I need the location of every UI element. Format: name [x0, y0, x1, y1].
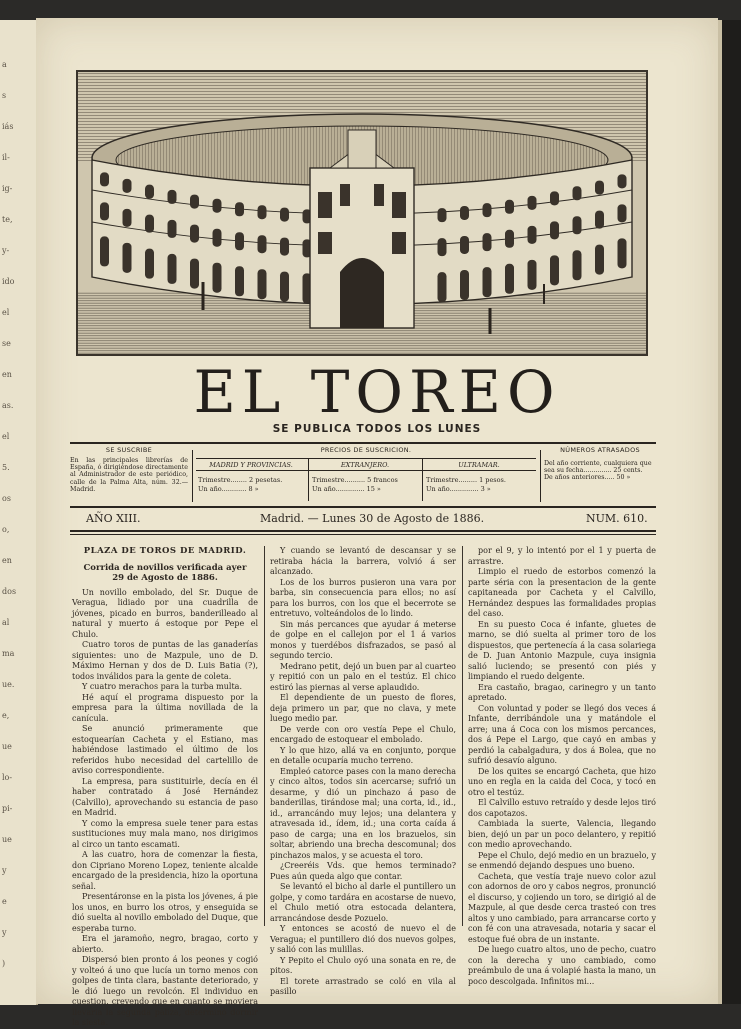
arch-window [618, 204, 627, 222]
article-column-1 [72, 546, 258, 1027]
atrasados-column [544, 446, 656, 482]
article-paragraph: A las cuatro, hora de comenzar la fiesta, don Cipriano Moreno Lopez, teniente alcalde encargado de la presidencia, hizo la oportuna señal. [72, 850, 258, 891]
article-paragraph: Limpio el ruedo de estorbos comenzó la parte séria con la presentacion de la gente capitaneada por Cacheta y el Calvillo, Hernández despues las formalidades propias del caso. [468, 567, 656, 618]
arch-window [460, 236, 469, 254]
facing-page-fragment: il- [2, 153, 10, 162]
divider [192, 450, 193, 502]
subscription-box [70, 446, 656, 504]
article-subtitle-date: 29 de Agosto de 1886. [112, 573, 218, 583]
year-label: AÑO XIII. [86, 512, 141, 525]
facing-page-fragment: o, [2, 525, 10, 534]
arch-window [528, 226, 537, 244]
facing-page-fragment: y [2, 866, 7, 875]
article-paragraph: Era el jaramoño, negro, bragao, corto y abierto. [72, 934, 258, 954]
book-edge [718, 20, 741, 1004]
arch-window [505, 264, 514, 294]
facing-page-fragment: en [2, 370, 12, 379]
facing-page-fragment: os [2, 494, 11, 503]
article-paragraph: El Calvillo estuvo retraído y desde lejos tiró dos capotazos. [468, 798, 656, 818]
bullring-illustration [78, 72, 646, 354]
arch-window [280, 272, 289, 302]
atrasados-heading: NÚMEROS ATRASADOS [560, 446, 640, 454]
issue-number: NUM. 610. [586, 512, 648, 525]
arch-window [123, 209, 132, 227]
arch-window [258, 269, 267, 299]
article-paragraph: Y Pepito el Chulo oyó una sonata en re, de pitos. [270, 955, 456, 975]
facing-page-fragment: as. [2, 401, 14, 410]
madrid-heading: MADRID Y PROVINCIAS. [209, 461, 293, 469]
arch-window [460, 270, 469, 300]
facing-page-fragment: ma [2, 649, 15, 658]
arch-window [438, 272, 447, 302]
facing-page-fragment: y [2, 928, 7, 937]
atrasados-anteriores: De años anteriores..... 50 » [544, 474, 631, 482]
column-divider [462, 546, 463, 926]
arch-window [438, 238, 447, 256]
article-paragraph: El torete arrastrado se coló en vila al pasillo [270, 976, 456, 996]
arch-window [235, 202, 244, 216]
facing-page-fragment: pi- [2, 804, 13, 813]
divider [70, 442, 656, 444]
arch-window [100, 172, 109, 186]
arch-window [550, 191, 559, 205]
column-divider [264, 546, 265, 926]
arch-window [258, 235, 267, 253]
article-paragraph: Y cuatro merachos para la turba multa. [82, 682, 242, 691]
arch-window [145, 215, 154, 233]
ultramar-trimestre: Trimestre......... 1 pesos. [426, 476, 506, 484]
facing-page-fragment: ue. [2, 680, 15, 689]
facing-page-fragment: ue [2, 742, 12, 751]
arch-window [190, 225, 199, 243]
article-paragraph: Empleó catorce pases con la mano derecha y cinco altos, todos sin acercarse; sufrió un desarme, y dió un pinchazo á paso de banderillas, tirándose mal; una corta, id., id., id., arrancándo muy lejos; una delantera y atravesada id., ídem, id.; una corta caída á paso de carga; una en los brazuelos, sin soltar, abriendo una brecha descomunal; dos pinchazos malos, y se acuesta el toro. [270, 766, 456, 860]
suscribe-heading: SE SUSCRIBE [105, 446, 153, 454]
arch-window [618, 174, 627, 188]
article-paragraph: De verde con oro vestía Pepe el Chulo, encargado de estoquear el embolado. [270, 724, 456, 744]
arch-window [595, 181, 604, 195]
arch-window [505, 230, 514, 248]
article-paragraph: Pepe el Chulo, dejó medio en un brazuelo, y se enmendó dejando despues uno bueno. [468, 850, 657, 870]
article-paragraph: Y entonces se acostó de nuevo el de Veragua; el puntillero dió dos nuevos golpes, y salió con las mulillas. [270, 924, 456, 954]
arch-window [235, 266, 244, 296]
bullring-engraving [76, 70, 648, 356]
article-paragraph: De luego cuatro altos, uno de pecho, cuatro con la derecha y uno cambiado, como preámbulo de una á volapié hasta la mano, un poco descolgada. Infinitos mi... [468, 945, 656, 986]
suscribe-column [70, 446, 188, 493]
arch-window [190, 259, 199, 289]
divider [70, 534, 656, 535]
article-subtitle: Corrida de novillos verificada ayer [83, 562, 247, 573]
article-paragraph: Y lo que hizo, allá va en conjunto, porque en detalle ocuparía mucho terreno. [270, 745, 456, 765]
facing-page-fragment: lo- [2, 773, 13, 782]
article-paragraph: Un novillo embolado, del Sr. Duque de Veragua, lidiado por una cuadrilla de jóvenes, picado en burros, banderilleado al natural y muerto á estoque por Pepe el Chulo. [72, 587, 258, 639]
article-paragraph: Se levantó el bicho al darle el puntillero un golpe, y como tardára en acostarse de nuevo, el Chulo metió otra estocada delantera, arrancándose desde Pozuelo. [270, 882, 456, 923]
divider [422, 459, 423, 501]
article-title: PLAZA DE TOROS DE MADRID. [83, 546, 247, 556]
madrid-ano: Un año............ 8 » [198, 485, 259, 493]
facing-page-fragment: al [2, 618, 10, 627]
madrid-trimestre: Trimestre........ 2 pesetas. [198, 476, 283, 484]
divider [308, 459, 309, 501]
facing-page-fragment: dos [2, 587, 17, 596]
arch-window [483, 203, 492, 217]
article-paragraph: El dependiente de un puesto de flores, deja primero un par, que no clava, y mete luego medio par. [270, 693, 456, 723]
article-paragraph: La empresa, para sustituirle, decía en él haber contratado á José Hernández (Calvillo), aprovechando su estancia de paso en Madrid. [72, 776, 258, 817]
facing-page-fragment: el [2, 432, 10, 441]
divider [70, 506, 656, 508]
arch-window [123, 179, 132, 193]
facing-page-fragment: e, [2, 711, 10, 720]
facing-page-fragment: ue [2, 835, 12, 844]
article-paragraph: por el 9, y lo intentó por el 1 y puerta de arrastre. [468, 546, 656, 566]
arch-window [573, 216, 582, 234]
arch-window [280, 238, 289, 256]
article-paragraph: Hé aquí el programa dispuesto por la empresa para la última novillada de la canícula. [72, 692, 258, 723]
arch-window [505, 200, 514, 214]
article-paragraph: Con voluntad y poder se llegó dos veces á Infante, derribándole una y matándole el arre; una á Coca con los mismos percances, dos á Pepe el Largo, que cayó en ambas y perdió la cabalgadura, y dos á Bolea, que no sufrió desavío alguno. [468, 703, 656, 765]
facing-page-fragment: ido [2, 277, 15, 286]
divider [196, 458, 536, 459]
arch-window [213, 199, 222, 213]
article-column-2 [270, 546, 456, 996]
article-paragraph: Los de los burros pusieron una vara por barba, sin consecuencia para ellos; no así para los burros, con los que el becerrote se entretuvo, volteándolos de lo lindo. [270, 577, 456, 618]
arch-window [213, 263, 222, 293]
facing-page-fragment: iás [2, 122, 14, 131]
extranjero-ano: Un año.............. 15 » [312, 485, 381, 493]
article-column-3 [468, 546, 657, 986]
facing-page-fragment: el [2, 308, 10, 317]
facing-page-fragment: s [2, 91, 7, 100]
arch-window [550, 221, 559, 239]
masthead-title: EL TOREO [193, 358, 561, 426]
facing-page-fragment: se [2, 339, 11, 348]
masthead-subtitle: SE PUBLICA TODOS LOS LUNES [272, 423, 482, 435]
arch-window [595, 245, 604, 275]
facing-page-fragment: te, [2, 215, 13, 224]
date-label: Madrid. — Lunes 30 de Agosto de 1886. [260, 512, 485, 525]
arch-window [145, 249, 154, 279]
arch-window [438, 208, 447, 222]
arch-window [573, 250, 582, 280]
arch-window [573, 186, 582, 200]
arch-window [280, 208, 289, 222]
arch-window [213, 229, 222, 247]
article-paragraph: Cacheta, que vestía traje nuevo color azul con adornos de oro y cabos negros, pronunció el discurso, y cojiendo un toro, se dirigió al de Mazpule, al que desde cerca trasteó con tres altos y uno cambiado, para arrancarse corto y con fé con una atravesada, notaria y sacar el estoque fué obra de un instante. [468, 871, 656, 944]
facing-page-fragment: 5. [2, 463, 10, 472]
arch-window [528, 260, 537, 290]
facing-page-fragment: ig- [2, 184, 13, 193]
arch-window [528, 196, 537, 210]
extranjero-trimestre: Trimestre.......... 5 francos [312, 476, 398, 484]
article-paragraph: Se anunció primeramente que estoquearían Cacheta y el Estiano, mas habiéndose lastimado el último de los referidos hubo necesidad del cartelillo de aviso correspondiente. [72, 724, 258, 775]
divider [70, 530, 656, 532]
arch-window [168, 254, 177, 284]
article-paragraph: Y como la empresa suele tener para estas sustituciones muy mala mano, nos dirigimos al circo un tanto escamati. [72, 818, 258, 849]
arch-window [100, 236, 109, 266]
arch-window [483, 267, 492, 297]
arch-window [618, 238, 627, 268]
arch-window [235, 232, 244, 250]
facing-page-fragment: y- [2, 246, 10, 255]
facing-page-fragment: ) [2, 959, 6, 968]
article-paragraph: Dispersó bien pronto á los peones y cogió y volteó á uno que lucía un torno menos con golpes de tinta clara, bastante deteriorado, y le dió luego un revolcón. El individuo en cuestion, creyendo que en cuanto se moviera llevaria la segunda paliza, determinó dormir la siesta. [72, 955, 258, 1027]
arch-window [258, 205, 267, 219]
precios-column [196, 446, 536, 454]
article-paragraph: En su puesto Coca é infante, gluetes de marno, se dió suelta al primer toro de los dispuestos, que pertenecía á la casa solariega de D. Juan Antonio Mazpule, cuya insignia salió luciendo; se presentó con piés y limpiando el ruedo delgente. [468, 619, 656, 681]
article-paragraph: Y cuando se levantó de descansar y se retiraba hácia la barrera, volvió á ser alcanzado. [270, 546, 456, 576]
article-paragraph: Sin más percances que ayudar á meterse de golpe en el callejon por el 1 á varios monos y tuerdébos disfrazados, se pasó al segundo tercio. [270, 619, 456, 660]
atrasados-corriente: Del año corriente, cualquiera que sea su fecha.............. 25 cents. [544, 460, 652, 475]
arch-window [483, 233, 492, 251]
facing-page-fragment: a [2, 60, 7, 69]
extranjero-heading: EXTRANJERO. [340, 461, 390, 469]
article-paragraph: De los quites se encargó Cacheta, que hizo uno en regla en la caida del Coca, y tocó en otro el testúz. [468, 766, 656, 797]
arch-window [123, 243, 132, 273]
arch-window [595, 211, 604, 229]
precios-heading: PRECIOS DE SUSCRICION. [320, 446, 412, 454]
newspaper-page [36, 18, 718, 1027]
article-paragraph: Cuatro toros de puntas de las ganaderías siguientes: uno de Mazpule, uno de D. Máximo Hernan y dos de D. Luis Batia (?), todos inválidos para la gente de coleta. [72, 640, 258, 681]
divider [540, 450, 541, 502]
arch-window [550, 255, 559, 285]
facing-page-fragment: en [2, 556, 12, 565]
arch-window [168, 220, 177, 238]
ultramar-ano: Un año.............. 3 » [426, 485, 491, 493]
article-paragraph: Presentáronse en la pista los jóvenes, á pie los unos, en burro los otros, y enseguida se dió suelta al novillo embolado del Duque, que esperaba turno. [72, 892, 258, 933]
article-paragraph: Medrano petit, dejó un buen par al cuarteo y repitió con un palo en el testúz. El chico estiró las piernas al verse aplaudido. [270, 661, 456, 692]
article-paragraph: Era castaño, bragao, carinegro y un tanto apretado. [468, 682, 656, 702]
facing-page-fragment: e [2, 897, 7, 906]
ultramar-heading: ULTRAMAR. [458, 461, 500, 469]
suscribe-text: En las principales librerías de España, ó dirigiéndose directamente al Administrador de este periódico, calle de la Palma Alta, núm. 32.—Madrid. [70, 457, 188, 493]
arch-window [190, 195, 199, 209]
dateline [86, 512, 656, 526]
arch-window [145, 185, 154, 199]
article-paragraph: ¿Creeréis Vds. que hemos terminado? Pues aún queda algo que contar. [270, 861, 456, 881]
divider [196, 470, 536, 471]
facing-page-edge [0, 20, 38, 1005]
arch-window [460, 206, 469, 220]
article-paragraph: Cambiada la suerte, Valencia, llegando bien, dejó un par un poco delantero, y repitió con medio aprovechando. [468, 819, 656, 849]
arch-window [100, 202, 109, 220]
arch-window [168, 190, 177, 204]
